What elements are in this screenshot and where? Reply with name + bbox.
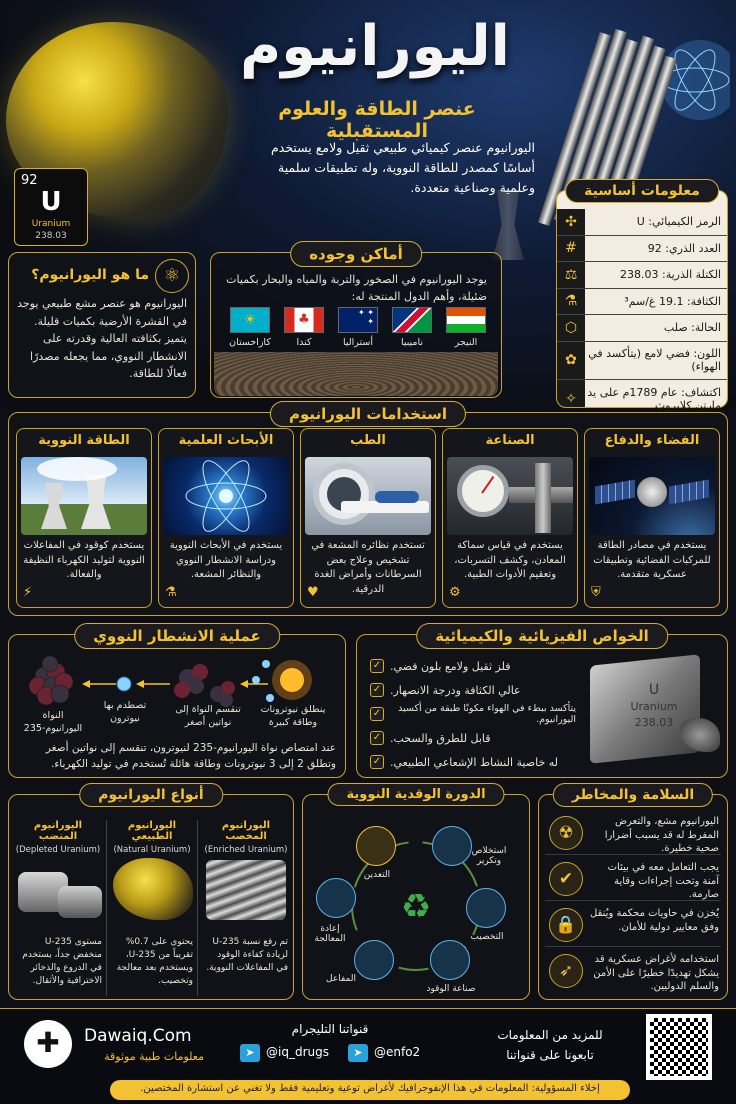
fuel-pellets-image	[206, 860, 286, 920]
use-card-title: الصناعة	[485, 433, 535, 448]
info-row	[557, 289, 727, 316]
info-row	[557, 262, 727, 289]
country-label: النيجر	[454, 337, 478, 348]
info-row	[557, 342, 727, 380]
ingot-name: Uranium	[630, 700, 678, 713]
ingot-symbol: U	[648, 682, 660, 698]
channel-handle: @enfo2	[374, 1045, 421, 1059]
mri-scanner-image	[305, 457, 431, 535]
lightning-icon: ⚡	[23, 585, 33, 600]
telegram-icon: ➤	[240, 1044, 260, 1062]
use-card-text: يستخدم في قياس سماكة المعادن، وكشف التسربات، وتعقيم الأدوات الطبية.	[454, 540, 566, 580]
safety-text: اليورانيوم مشع، والتعرض المفرط له قد يسبب أضرارا صحية خطيرة.	[604, 816, 719, 854]
fission-label: تصطدم بها نيوترون	[103, 700, 147, 724]
brand-logo-icon: ✚	[24, 1020, 72, 1068]
safety-item	[545, 949, 721, 997]
disclaimer: إخلاء المسؤولية: المعلومات في هذا الإنفوجرافيك لأغراض توعية وتعليمية فقط ولا تغني عن استشارة المختصين.	[110, 1080, 630, 1100]
telescope-icon: ✧	[565, 390, 577, 407]
flag-kazakhstan-icon: ☀	[230, 307, 270, 333]
property-item	[370, 702, 576, 726]
info-text: الكتلة الذرية: 238.03	[620, 268, 721, 282]
brand-tagline: معلومات طبية موثوقة	[104, 1050, 204, 1063]
heart-icon: ♥	[307, 585, 319, 600]
reprocessing-step-icon	[316, 878, 356, 918]
use-card-title: الأبحاث العلمية	[178, 433, 274, 448]
safety-title: السلامة والمخاطر	[553, 783, 713, 807]
property-item	[370, 750, 576, 774]
uses-title: استخدامات اليورانيوم	[270, 401, 466, 427]
check-icon: ✓	[370, 683, 384, 697]
flag-australia-icon: ✦ ✦ ✦	[338, 307, 378, 333]
safety-item	[545, 811, 721, 855]
property-item	[370, 654, 576, 678]
info-text: الكثافة: 19.1 غ/سم³	[624, 294, 721, 308]
check-icon: ✓	[370, 707, 384, 721]
scale-icon: ⚖	[564, 266, 578, 283]
channel-handle: @iq_drugs	[266, 1045, 329, 1059]
use-card-text: يستخدم كوقود في المفاعلات النووية لتوليد الكهرباء النظيفة والفعالة.	[23, 540, 145, 580]
cycle-step-label: إعادة المعالجة	[314, 924, 346, 944]
info-row	[557, 209, 727, 236]
cooling-towers-image	[21, 457, 147, 535]
country-label: كندا	[296, 337, 312, 348]
use-card-space-defense	[584, 428, 720, 608]
type-en-name: (Natural Uranium)	[113, 845, 191, 855]
use-card-text: تستخدم نظائره المشعة في تشخيص وعلاج بعض السرطانات وأمراض الغدة الدرقية.	[311, 540, 425, 595]
element-symbol: U	[40, 187, 62, 217]
cube-icon: ⬡	[564, 319, 578, 336]
properties-list	[370, 654, 576, 774]
type-enriched	[202, 820, 290, 996]
fission-label: ينطلق نيوترونات وطاقة كبيرة	[260, 704, 326, 728]
type-natural	[106, 820, 198, 996]
check-icon: ✓	[370, 659, 384, 673]
telegram-title: قنواتنا التليجرام	[291, 1022, 369, 1036]
atom-icon: ✣	[565, 213, 577, 230]
flask-icon: ⚗	[165, 585, 177, 600]
flag-canada-icon: ♣	[284, 307, 324, 333]
balance-icon: ⚗	[564, 293, 578, 310]
gear-icon: ⚙	[449, 585, 461, 600]
cycle-step-label: المفاعل	[326, 974, 356, 984]
ore-image	[113, 858, 193, 920]
type-name: اليورانيوم الطبيعي	[127, 820, 177, 842]
use-card-medicine	[300, 428, 436, 608]
info-text: اللون: فضي لامع (يتأكسد في الهواء)	[588, 347, 721, 373]
types-title: أنواع اليورانيوم	[79, 783, 223, 807]
property-item	[370, 678, 576, 702]
follow-line-2: تابعونا على قنواتنا	[506, 1048, 594, 1062]
pressure-gauge-image	[447, 457, 573, 535]
property-text: فلز ثقيل ولامع بلون فضي.	[390, 659, 511, 673]
follow-line-1: للمزيد من المعلومات	[497, 1028, 603, 1042]
what-is-title: ما هو اليورانيوم؟	[31, 267, 149, 283]
property-text: له خاصية النشاط الإشعاعي الطبيعي.	[390, 755, 558, 769]
element-name: Uranium	[31, 219, 71, 229]
type-name: اليورانيوم المنضب	[33, 820, 83, 842]
brand-name: Dawaiq.Com	[84, 1026, 192, 1046]
use-card-research	[158, 428, 294, 608]
hash-icon: #	[565, 240, 577, 257]
page-subtitle: عنصر الطاقة والعلوم المستقبلية	[278, 98, 476, 142]
missile-icon: ➶	[549, 954, 583, 988]
info-row	[557, 236, 727, 263]
fission-body: عند امتصاص نواة اليورانيوم-235 لنيوترون، تنقسم إلى نواتين أصغر وتطلق 2 إلى 3 نيوترونات وطاقة هائلة تُستخدم في توليد الكهرباء.	[45, 742, 336, 771]
safety-panel	[538, 787, 728, 1000]
cycle-step-label: صناعة الوقود	[426, 984, 476, 994]
flag-niger-icon	[446, 307, 486, 333]
what-is-panel	[8, 252, 196, 398]
shield-icon: ⛨	[591, 585, 601, 600]
enrichment-step-icon	[466, 888, 506, 928]
cycle-step-label: التخصيب	[470, 932, 504, 942]
atom-icon: ⚛	[155, 259, 189, 293]
use-card-text: يستخدم في الأبحاث النووية ودراسة الانشطار النووي والنظائر المشعة.	[169, 540, 283, 580]
atomic-number: 92	[21, 173, 38, 188]
lock-icon: 🔒	[549, 908, 583, 942]
property-item	[370, 726, 576, 750]
type-text: مستوى U-235 منخفض جداً، يستخدم في الدروع والذخائر الاختراقية والأثقال.	[22, 937, 102, 987]
svg-text:♻: ♻	[400, 887, 432, 927]
basic-info-panel	[556, 183, 728, 412]
element-mass: 238.03	[35, 231, 67, 241]
basic-info-title: معلومات أساسية	[565, 179, 719, 203]
use-card-text: يستخدم في مصادر الطاقة للمركبات الفضائية وتطبيقات عسكرية متقدمة.	[593, 540, 711, 580]
qr-code[interactable]	[646, 1014, 712, 1080]
info-text: اكتشاف: عام 1789م على يد مارتن كلابروث	[587, 385, 721, 412]
type-depleted	[14, 820, 102, 996]
fission-label: تنقسم النواة إلى نواتين أصغر	[175, 704, 241, 728]
fuel-fabrication-step-icon	[430, 940, 470, 980]
check-icon: ✓	[370, 731, 384, 745]
mining-step-icon	[356, 826, 396, 866]
country-label: ناميبيا	[400, 337, 424, 348]
cycle-title: الدورة الوقدية النووية	[327, 783, 504, 806]
telegram-link-1[interactable]	[240, 1044, 340, 1064]
country-label: كازاخستان	[229, 337, 271, 348]
telegram-link-2[interactable]	[348, 1044, 438, 1064]
page-title: اليورانيوم	[240, 14, 510, 79]
property-text: عالي الكثافة ودرجة الانصهار.	[390, 683, 521, 697]
use-card-title: الطب	[350, 433, 386, 448]
palette-icon: ✿	[565, 352, 577, 368]
element-tile	[14, 168, 88, 246]
atom-research-image	[163, 457, 289, 535]
type-text: تم رفع نسبة U-235 لزيادة كفاءة الوقود في المفاعلات النووية.	[206, 937, 288, 974]
use-card-title: الفضاء والدفاع	[604, 433, 700, 448]
safety-text: يجب التعامل معه في بيئات آمنة وتحت إجراءات وقاية صارمة.	[607, 862, 719, 900]
safety-item	[545, 857, 721, 901]
safety-item	[545, 903, 721, 947]
type-text: يحتوي على 0.7% تقريباً من U-235، ويستخدم بعد معالجة وتخصيب.	[116, 937, 193, 987]
cycle-step-label: التعدين	[363, 870, 391, 880]
cycle-step-label: استخلاص وتكرير	[471, 846, 507, 866]
info-text: الحالة: صلب	[663, 321, 721, 335]
fission-title: عملية الانشطار النووي	[74, 623, 280, 649]
properties-title: الخواص الفيزيائية والكيميائية	[416, 623, 668, 649]
check-icon: ✓	[370, 755, 384, 769]
mine-pit-image	[214, 352, 498, 396]
locations-title: أماكن وجوده	[290, 241, 422, 267]
property-text: قابل للطرق والسحب.	[390, 731, 491, 745]
type-en-name: (Depleted Uranium)	[15, 845, 101, 855]
telegram-icon: ➤	[348, 1044, 368, 1062]
use-card-nuclear-energy	[16, 428, 152, 608]
intro-text: اليورانيوم عنصر كيميائي طبيعي ثقيل ولامع يستخدم أساسًا كمصدر للطاقة النووية، وله تطبيقات سلمية وعلمية وصناعية متعددة.	[271, 140, 535, 195]
country-label: أستراليا	[342, 337, 373, 348]
use-card-title: الطاقة النووية	[38, 433, 130, 448]
metal-cylinders-image	[18, 860, 98, 920]
safety-text: استخدامه لأغراض عسكرية قد يشكل تهديدًا خطيرًا على الأمن والسلم الدوليين.	[593, 954, 719, 992]
locations-body: يوجد اليورانيوم في الصخور والتربة والمياه والبحار بكميات ضئيلة، وأهم الدول المنتجة له:	[226, 273, 487, 304]
what-is-body: اليورانيوم هو عنصر مشع طبيعي يوجد في القشرة الأرضية بكميات قليلة. يتميز بكثافته العالية وقدرته على الانشطار النووي، مما يجعله مصدرًا فعالًا للطاقة.	[17, 297, 187, 381]
info-row	[557, 315, 727, 342]
ingot-mass: 238.03	[634, 716, 674, 729]
safety-text: يُخزن في حاويات محكمة ويُنقل وفق معايير دولية للأمان.	[590, 908, 719, 933]
type-name: اليورانيوم المخصب	[221, 820, 271, 842]
info-text: الرمز الكيميائي: U	[636, 215, 721, 229]
radiation-icon: ☢	[549, 816, 583, 850]
uranium-ingot-image	[584, 650, 724, 768]
use-card-industry	[442, 428, 578, 608]
property-text: يتأكسد ببطء في الهواء مكونًا طبقة من أكسيد اليورانيوم.	[398, 703, 576, 725]
info-text: العدد الذري: 92	[647, 241, 721, 255]
fission-label: النواة اليورانيوم-235	[23, 710, 83, 734]
flag-namibia-icon	[392, 307, 432, 333]
type-en-name: (Enriched Uranium)	[204, 845, 288, 855]
shield-check-icon: ✔	[549, 862, 583, 896]
satellite-image	[589, 457, 715, 535]
